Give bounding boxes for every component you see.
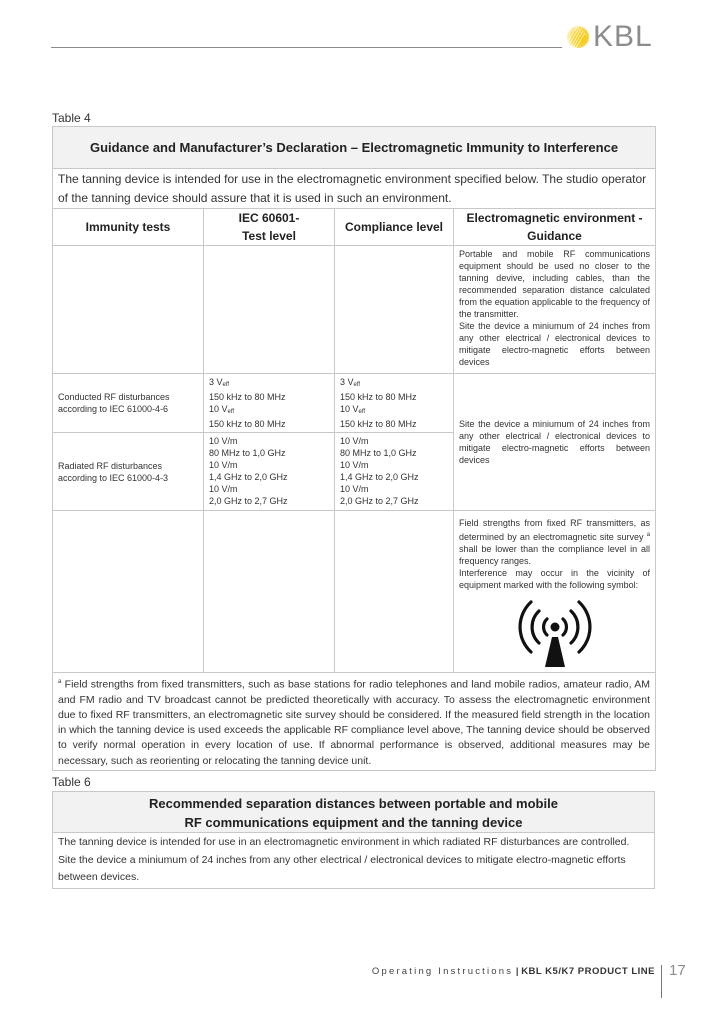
table4-intro: The tanning device is intended for use in the electromagnetic environment specified below. The studio operator of the tanning device should assure that it is used in such an environment. [53, 169, 656, 209]
table6 [52, 791, 655, 889]
footer-text [372, 966, 655, 977]
table6-label: Table 6 [52, 775, 91, 789]
row3-guidance-p1 [459, 517, 650, 567]
text: shall be lower than the compliance level in all frequency ranges. [459, 544, 651, 566]
value: 3 V [209, 377, 223, 387]
table6-title-line1: Recommended separation distances between portable and mobile [149, 796, 558, 811]
radiated-level-5: 10 V/m [209, 484, 238, 494]
conducted-compliance-2: 150 kHz to 80 MHz [340, 392, 417, 402]
col-test-level-line2: Test level [242, 229, 296, 243]
radiated-compliance-5: 10 V/m [340, 484, 369, 494]
radiated-level-4: 1,4 GHz to 2,0 GHz [209, 472, 288, 482]
footnote-marker: a [646, 532, 651, 538]
table6-body: The tanning device is intended for use in an electromagnetic environment in which radiated RF disturbances are controlled. Site the device a miniumum of 24 inches from any other electrical / electronical devices to mitigate electro-magnetic efforts between devices. [53, 833, 655, 889]
radiated-test: Radiated RF disturbances according to IEC 61000-4-3 [53, 433, 204, 511]
conducted-level-3 [209, 403, 329, 418]
footnote-text: Field strengths from fixed transmitters, such as base stations for radio telephones and land mobile radios, amateur radio, AM and FM radio and TV broadcast cannot be predicted theoretically with accuracy. To assess the electromagnetic environment due to fixed RF transmitters, an electromagnetic site survey should be considered. If the measured field strength in the location in which the tanning device is used exceeds the applicable RF compliance level above, The tanning device should be observed to verify normal operation in every location of use. If abnormal performance is observed, additional measures may be necessary, such as reorienting or relocating the tanning device unit. [58, 678, 651, 767]
page-number: 17 [669, 962, 686, 979]
row3-test-empty [53, 511, 204, 673]
logo-text: KBL [593, 20, 653, 53]
col-environment-line1: Electromagnetic environment - [466, 211, 643, 225]
subscript: eff [222, 382, 230, 388]
subscript: eff [227, 409, 235, 415]
table4-footnote [53, 673, 656, 771]
conducted-level-1 [209, 376, 329, 391]
value: 3 V [340, 377, 354, 387]
table4-label: Table 4 [52, 111, 91, 125]
radiated-level-1: 10 V/m [209, 436, 238, 446]
radiated-test-level [204, 433, 335, 511]
value: 10 V [209, 404, 228, 414]
kbl-logo [563, 22, 653, 52]
radiated-level-6: 2,0 GHz to 2,7 GHz [209, 496, 288, 506]
footnote-marker: a [58, 679, 62, 685]
radiated-compliance-6: 2,0 GHz to 2,7 GHz [340, 496, 419, 506]
table6-title-line2: RF communications equipment and the tanning device [184, 815, 523, 830]
row1-guidance-p1: Portable and mobile RF communications equipment should be used no closer to the tanning devive, including cables, than the recommended separation distance calculated from the equation applicable to the frequency of the transmitter. [459, 249, 651, 319]
page-footer [0, 962, 724, 1001]
row3-guidance-p2: Interference may occur in the vicinity of equipment marked with the following symbol: [459, 568, 651, 590]
value: 10 V [340, 404, 359, 414]
subscript: eff [353, 382, 361, 388]
row1-test-empty [53, 246, 204, 374]
header-rule [51, 47, 562, 48]
row3-level-empty [204, 511, 335, 673]
conducted-compliance-1 [340, 376, 448, 391]
non-ionizing-radiation-icon [515, 597, 595, 667]
conducted-level-4: 150 kHz to 80 MHz [209, 419, 286, 429]
footer-product-line: KBL K5/K7 PRODUCT LINE [521, 966, 655, 977]
radiated-compliance-2: 80 MHz to 1,0 GHz [340, 448, 417, 458]
footer-separator: | [515, 966, 519, 977]
radiated-compliance-3: 10 V/m [340, 460, 369, 470]
col-compliance-level: Compliance level [335, 209, 454, 246]
row1-compliance-empty [335, 246, 454, 374]
radiated-compliance-4: 1,4 GHz to 2,0 GHz [340, 472, 419, 482]
conducted-compliance-3 [340, 403, 448, 418]
subscript: eff [358, 409, 366, 415]
col-immunity-tests: Immunity tests [53, 209, 204, 246]
conducted-test: Conducted RF disturbances according to IEC 61000-4-6 [53, 374, 204, 433]
conducted-compliance-4: 150 kHz to 80 MHz [340, 419, 417, 429]
conducted-test-level [204, 374, 335, 433]
footer-operating-instructions: Operating Instructions [371, 966, 514, 977]
conducted-compliance [335, 374, 454, 433]
shared-guidance: Site the device a miniumum of 24 inches from any other electrical / electronical devices to mitigate electro-magnetic efforts between devices [454, 374, 656, 511]
conducted-level-2: 150 kHz to 80 MHz [209, 392, 286, 402]
radiated-level-2: 80 MHz to 1,0 GHz [209, 448, 286, 458]
symbol-wrapper [459, 597, 650, 670]
col-environment-line2: Guidance [527, 229, 582, 243]
sun-logo-icon [563, 23, 591, 51]
table6-title [53, 792, 655, 833]
row1-guidance [454, 246, 656, 374]
col-test-level-line1: IEC 60601- [238, 211, 300, 225]
table4 [52, 126, 656, 771]
row3-guidance [454, 511, 656, 673]
text: Field strengths from fixed RF transmitters, as determined by an electromagnetic site survey [459, 518, 651, 542]
row1-level-empty [204, 246, 335, 374]
table4-title: Guidance and Manufacturer’s Declaration – Electromagnetic Immunity to Interference [53, 127, 656, 169]
col-test-level [204, 209, 335, 246]
footer-divider [661, 965, 662, 998]
radiated-compliance-1: 10 V/m [340, 436, 369, 446]
row3-compliance-empty [335, 511, 454, 673]
col-environment [454, 209, 656, 246]
radiated-compliance [335, 433, 454, 511]
radiated-level-3: 10 V/m [209, 460, 238, 470]
row1-guidance-p2: Site the device a miniumum of 24 inches from any other electrical / electronical devices to mitigate electro-magnetic efforts between devices [459, 321, 651, 367]
